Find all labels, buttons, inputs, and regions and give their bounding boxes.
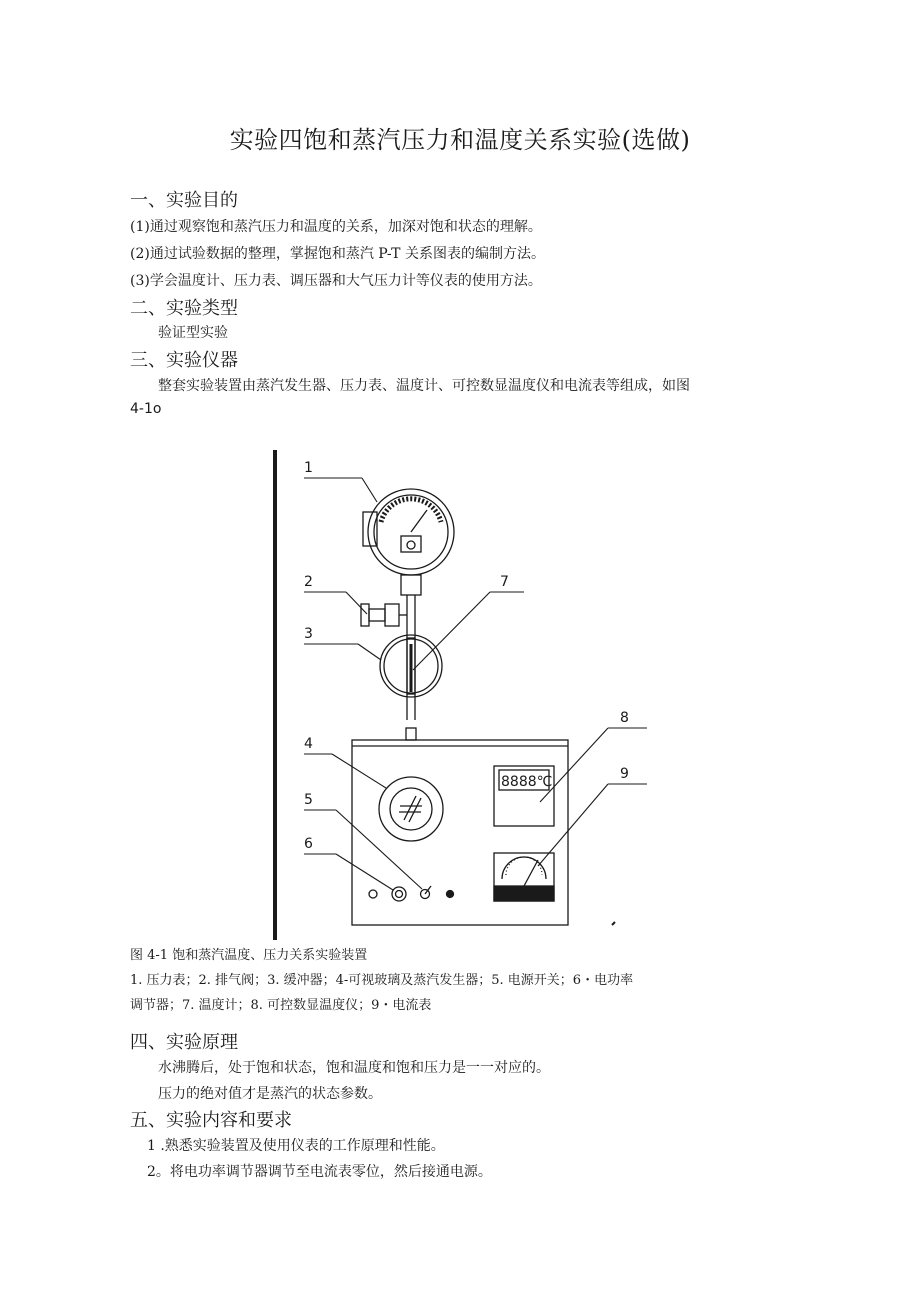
section-heading-content: 五、实验内容和要求 xyxy=(130,1110,292,1131)
connector-fitting xyxy=(406,728,416,740)
label-3: 3 xyxy=(304,626,313,642)
label-1: 1 xyxy=(304,460,313,476)
apparatus-diagram xyxy=(262,448,652,948)
experiment-type-text: 验证型实验 xyxy=(158,325,228,341)
principle-line-1: 水沸腾后，处于饱和状态，饱和温度和饱和压力是一一对应的。 xyxy=(158,1060,550,1076)
apparatus-text-line1: 整套实验装置由蒸汽发生器、压力表、温度计、可控数显温度仪和电流表等组成，如图 xyxy=(158,378,690,394)
figure-legend-line2: 调节器；7. 温度计；8. 可控数显温度仪；9・电流表 xyxy=(130,998,432,1013)
purpose-item-2: (2)通过试验数据的整理，掌握饱和蒸汽 P-T 关系图表的编制方法。 xyxy=(130,246,545,262)
page-title: 实验四饱和蒸汽压力和温度关系实验(选做) xyxy=(229,126,691,154)
label-2: 2 xyxy=(304,574,313,590)
leader-lines xyxy=(304,478,647,890)
purpose-item-3: (3)学会温度计、压力表、调压器和大气压力计等仪表的使用方法。 xyxy=(130,273,542,289)
pressure-gauge xyxy=(363,489,454,720)
principle-line-2: 压力的绝对值才是蒸汽的状态参数。 xyxy=(158,1086,382,1102)
label-8: 8 xyxy=(620,710,629,726)
figure-caption: 图 4-1 饱和蒸汽温度、压力关系实验装置 xyxy=(130,948,368,963)
section-heading-type: 二、实验类型 xyxy=(130,298,238,319)
section-heading-purpose: 一、实验目的 xyxy=(130,190,238,211)
apparatus-text-line2: 4-1o xyxy=(130,401,162,417)
content-item-1: 1 .熟悉实验装置及使用仪表的工作原理和性能。 xyxy=(147,1138,445,1154)
ammeter xyxy=(494,853,554,901)
section-heading-apparatus: 三、实验仪器 xyxy=(130,350,238,371)
exhaust-valve xyxy=(361,604,407,626)
label-7: 7 xyxy=(500,574,509,590)
display-digits: 8888℃ xyxy=(501,774,553,790)
sight-glass xyxy=(379,777,443,841)
label-4: 4 xyxy=(304,736,313,752)
label-9: 9 xyxy=(620,766,629,782)
thermometer xyxy=(407,638,415,694)
front-panel-controls xyxy=(369,886,454,901)
section-heading-principle: 四、实验原理 xyxy=(130,1032,238,1053)
content-item-2: 2。将电功率调节器调节至电流表零位，然后接通电源。 xyxy=(147,1164,492,1180)
purpose-item-1: (1)通过观察饱和蒸汽压力和温度的关系，加深对饱和状态的理解。 xyxy=(130,219,542,235)
figure-legend-line1: 1. 压力表；2. 排气阀；3. 缓冲器；4-可视玻璃及蒸汽发生器；5. 电源开关；6・电功率 xyxy=(130,973,634,988)
label-6: 6 xyxy=(304,836,313,852)
label-5: 5 xyxy=(304,792,313,808)
